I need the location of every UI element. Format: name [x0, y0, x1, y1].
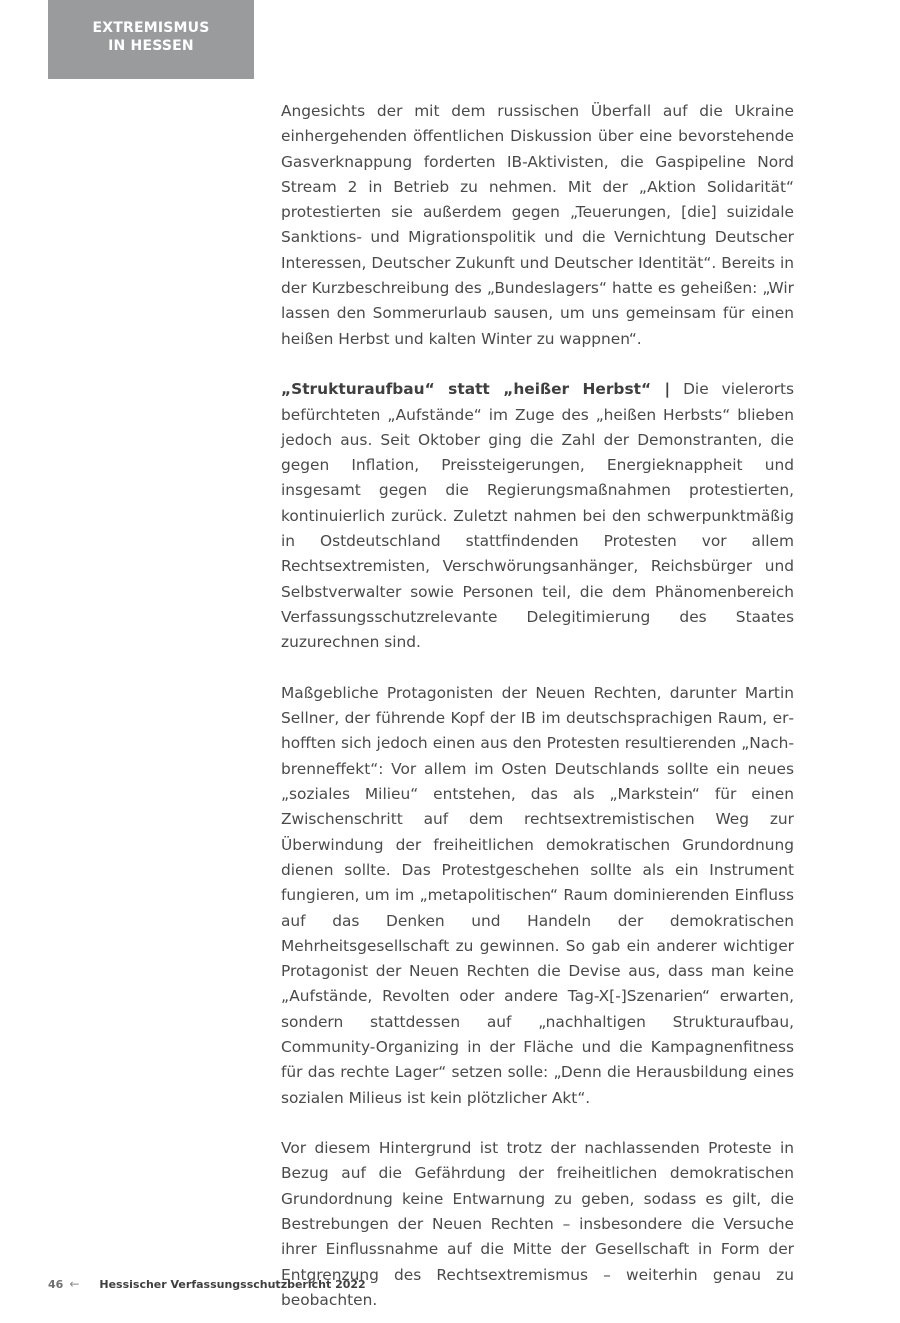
section-title-line2: IN HESSEN [108, 37, 194, 54]
paragraph-3 [281, 681, 794, 1111]
body-text [281, 99, 794, 1313]
publication-title: Hessischer Verfassungsschutzbericht 2022 [99, 1277, 366, 1291]
paragraph-2-text: Die vielerorts befürchteten „Aufstände“ im Zuge des „heißen Herbsts“ blieben jedoch aus. Seit Oktober ging die Zahl der Demonstranten, die gegen Inflation, Preissteigerungen, Energieknappheit und insgesamt gegen die Regierungsmaßnahmen protestierten, kontinuierlich zurück. Zuletzt nahmen bei den schwerpunktmäßig in Ostdeutschland stattfindenden Protesten vor allem Rechtsextremisten, Verschwörungsanhänger, Reichsbürger und Selbstverwalter sowie Personen teil, die dem Phänomenbereich Verfassungsschutzrelevante Delegitimierung des Staates zuzurechnen sind. [281, 380, 795, 652]
arrow-left-icon[interactable]: ← [69, 1277, 80, 1291]
page-number: 46 [48, 1277, 64, 1291]
section-title-line1: EXTREMISMUS [92, 19, 210, 36]
page-footer [48, 1277, 366, 1291]
section-tab [48, 0, 254, 79]
paragraph-1-text: Angesichts der mit dem russischen Überfall auf die Ukraine einhergehenden öffentlichen Diskussion über eine bevorstehende Gasverknappung forderten IB-Aktivisten, die Gaspipeline Nord Stream 2 in Betrieb zu nehmen. Mit der „Aktion Solidarität“ protestierten sie außerdem gegen „Teuerungen, [die] suizidale Sanktions- und Migrationspolitik und die Vernichtung Deutscher Interessen, Deutscher Zukunft und Deutscher Identität“. Bereits in der Kurzbeschreibung des „Bundeslagers“ hatte es geheißen: „Wir lassen den Sommerurlaub sausen, um uns gemeinsam für einen heißen Herbst und kalten Winter zu wappnen“. [281, 102, 794, 348]
paragraph-3-text: Maßgebliche Protagonisten der Neuen Rechten, darunter Martin Sellner, der führende Kopf der IB im deutschsprachigen Raum, erhofften sich jedoch einen aus den Protesten resultierenden „Nachbrenneffekt“: Vor allem im Osten Deutschlands sollte ein neues „soziales Milieu“ entstehen, das als „Markstein“ für einen Zwischenschritt auf dem rechtsextremistischen Weg zur Überwindung der freiheitlichen demokratischen Grundordnung dienen sollte. Das Protestgeschehen sollte als ein Instrument fungieren, um im „metapolitischen“ Raum dominierenden Einfluss auf das Denken und Handeln der demokratischen Mehrheitsgesellschaft zu gewinnen. So gab ein anderer wichtiger Protagonist der Neuen Rechten die Devise aus, dass man keine „Aufstände, Revolten oder andere Tag-X[-]Szenarien“ erwarten, sondern stattdessen auf „nachhaltigen Strukturaufbau, Community-Organizing in der Fläche und die Kampagnenfitness für das rechte Lager“ setzen solle: „Denn die Herausbildung eines sozialen Milieus ist kein plötzlicher Akt“. [281, 683, 794, 1107]
paragraph-2 [281, 377, 794, 655]
paragraph-4-text: Vor diesem Hintergrund ist trotz der nachlassenden Proteste in Bezug auf die Gefährdung der freiheitlichen demokratischen Grundordnung keine Entwarnung zu geben, sodass es gilt, die Bestrebungen der Neuen Rechten – insbesondere die Versuche ihrer Einflussnahme auf die Mitte der Gesellschaft in Form der Entgrenzung des Rechtsextremismus – weiterhin genau zu beobachten. [281, 1139, 794, 1309]
paragraph-1 [281, 99, 794, 352]
paragraph-2-heading: „Strukturaufbau“ statt „heißer Herbst“ | [281, 380, 671, 399]
